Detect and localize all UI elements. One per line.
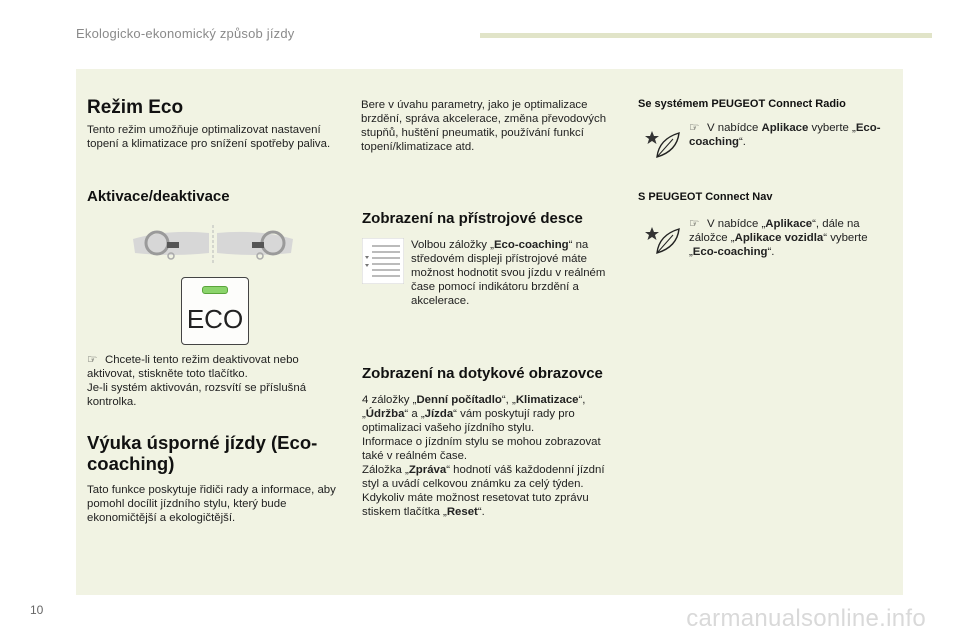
parameters-text: Bere v úvahu parametry, jako je optimalizace brzdění, správa akcelerace, změna převodových stupňů, huštění pneumatik, používání funkcí topení/klimatizace atd. (361, 99, 607, 153)
header-rule (480, 33, 932, 38)
eco-toggle-note: ☞ Chcete-li tento režim deaktivovat nebo aktivovat, stiskněte toto tlačítko. Je-li systém aktivován, rozsvítí se příslušná kontrolka. (87, 354, 307, 408)
page-number: 10 (30, 603, 44, 617)
eco-button-label: ECO (186, 304, 244, 334)
activation-heading: Aktivace/deaktivace (87, 188, 230, 205)
instrument-panel-heading: Zobrazení na přístrojové desce (362, 210, 583, 227)
hand-pointer-icon: ☞ (689, 122, 700, 134)
connect-nav-heading: S PEUGEOT Connect Nav (638, 191, 773, 203)
eco-button[interactable] (181, 277, 249, 345)
eco-coaching-heading: Výuka úsporné jízdy (Eco-coaching) (87, 432, 318, 474)
leaf-star-icon (643, 127, 683, 161)
connect-nav-text: ☞ V nabídce „Aplikace“, dále na záložce „Aplikace vozidla“ vyberte „Eco-coaching“. (689, 218, 868, 258)
touchscreen-text: 4 záložky „Denní počítadlo“, „Klimatizace“, „Údržba“ a „Jízda“ vám poskytují rady pro optimalizaci vašeho jízdního stylu. Informace o jízdním stylu se mohou zobrazovat také v reálném čase. Záložka „Zpráva“ hodnotí váš každodenní jízdní styl a uvádí celkovou známku za celý týden. Kdykoliv máte možnost resetovat tuto zprávu stiskem tlačítka „Reset“. (362, 394, 605, 518)
instrument-display-icon (362, 238, 404, 284)
touchscreen-heading: Zobrazení na dotykové obrazovce (362, 365, 603, 382)
connect-radio-text: ☞ V nabídce Aplikace vyberte „Eco-coaching“. (689, 122, 881, 148)
eco-indicator-light (202, 286, 228, 294)
eco-coaching-text: Tato funkce poskytuje řidiči rady a informace, aby pomohl docílit jízdního stylu, který bude ekonomičtější a ekologičtější. (87, 484, 336, 524)
hand-pointer-icon: ☞ (689, 218, 700, 230)
eco-mode-title: Režim Eco (87, 97, 184, 118)
dashboard-illustration (127, 223, 299, 267)
instrument-panel-text: Volbou záložky „Eco-coaching“ na středovém displeji přístrojové máte možnost hodnotit svou jízdu v reálném čase pomocí indikátoru brzdění a akcelerace. (411, 239, 606, 307)
leaf-star-icon (643, 223, 683, 257)
connect-radio-heading: Se systémem PEUGEOT Connect Radio (638, 98, 846, 110)
section-title: Ekologicko-ekonomický způsob jízdy (76, 26, 295, 41)
hand-pointer-icon: ☞ (87, 354, 98, 366)
watermark: carmanualsonline.info (686, 605, 926, 632)
eco-mode-intro: Tento režim umožňuje optimalizovat nastavení topení a klimatizace pro snížení spotřeby paliva. (87, 124, 331, 150)
